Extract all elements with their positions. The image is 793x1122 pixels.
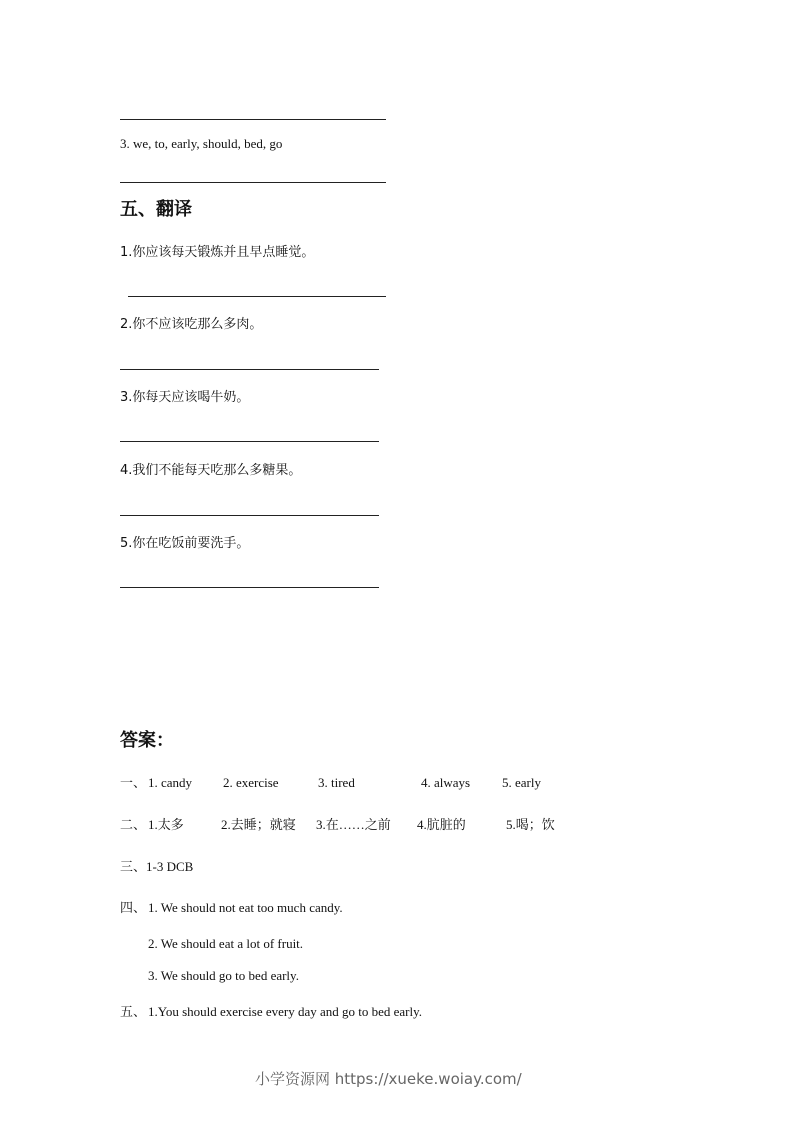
- answer-item: 1. candy: [148, 775, 193, 790]
- answer-prefix: 二、: [120, 817, 147, 832]
- answer-line: [128, 296, 386, 297]
- question-item: 1.你应该每天锻炼并且早点睡觉。: [120, 245, 315, 260]
- answer-item: 2. We should eat a lot of fruit.: [148, 936, 304, 951]
- answer-item: 3.在……之前: [316, 817, 391, 832]
- question-item: 5.你在吃饭前要洗手。: [120, 536, 250, 551]
- answers-title: 答案：: [120, 730, 174, 751]
- answer-item: 2.去睡；就寝: [221, 817, 296, 832]
- answer-line: [120, 441, 379, 442]
- answer-item: 1. We should not eat too much candy.: [148, 900, 343, 915]
- answer-item: 1.You should exercise every day and go to bed early.: [148, 1004, 423, 1019]
- answer-item: 4.肮脏的: [417, 817, 466, 832]
- footer-watermark: 小学资源网 https://xueke.woiay.com/: [255, 1070, 522, 1088]
- question-item: 4.我们不能每天吃那么多糖果。: [120, 463, 302, 478]
- question-item: 3. we, to, early, should, bed, go: [120, 136, 283, 151]
- answer-item: 3. tired: [318, 775, 355, 790]
- answer-prefix: 四、: [120, 900, 147, 915]
- answer-line: [120, 119, 386, 120]
- question-item: 2.你不应该吃那么多肉。: [120, 317, 263, 332]
- section-title: 五、翻译: [120, 199, 192, 220]
- answer-item: 3. We should go to bed early.: [148, 968, 299, 983]
- question-item: 3.你每天应该喝牛奶。: [120, 390, 250, 405]
- answer-item: 5.喝；饮: [506, 817, 555, 832]
- answer-prefix: 一、: [120, 775, 147, 790]
- answer-item: 4. always: [421, 775, 471, 790]
- answer-row: 三、1-3 DCB: [120, 859, 194, 874]
- answer-item: 2. exercise: [223, 775, 279, 790]
- answer-item: 5. early: [502, 775, 541, 790]
- answer-line: [120, 515, 379, 516]
- answer-line: [120, 182, 386, 183]
- answer-line: [120, 587, 379, 588]
- answer-line: [120, 369, 379, 370]
- answer-item: 1.太多: [148, 817, 184, 832]
- answer-prefix: 五、: [120, 1004, 147, 1019]
